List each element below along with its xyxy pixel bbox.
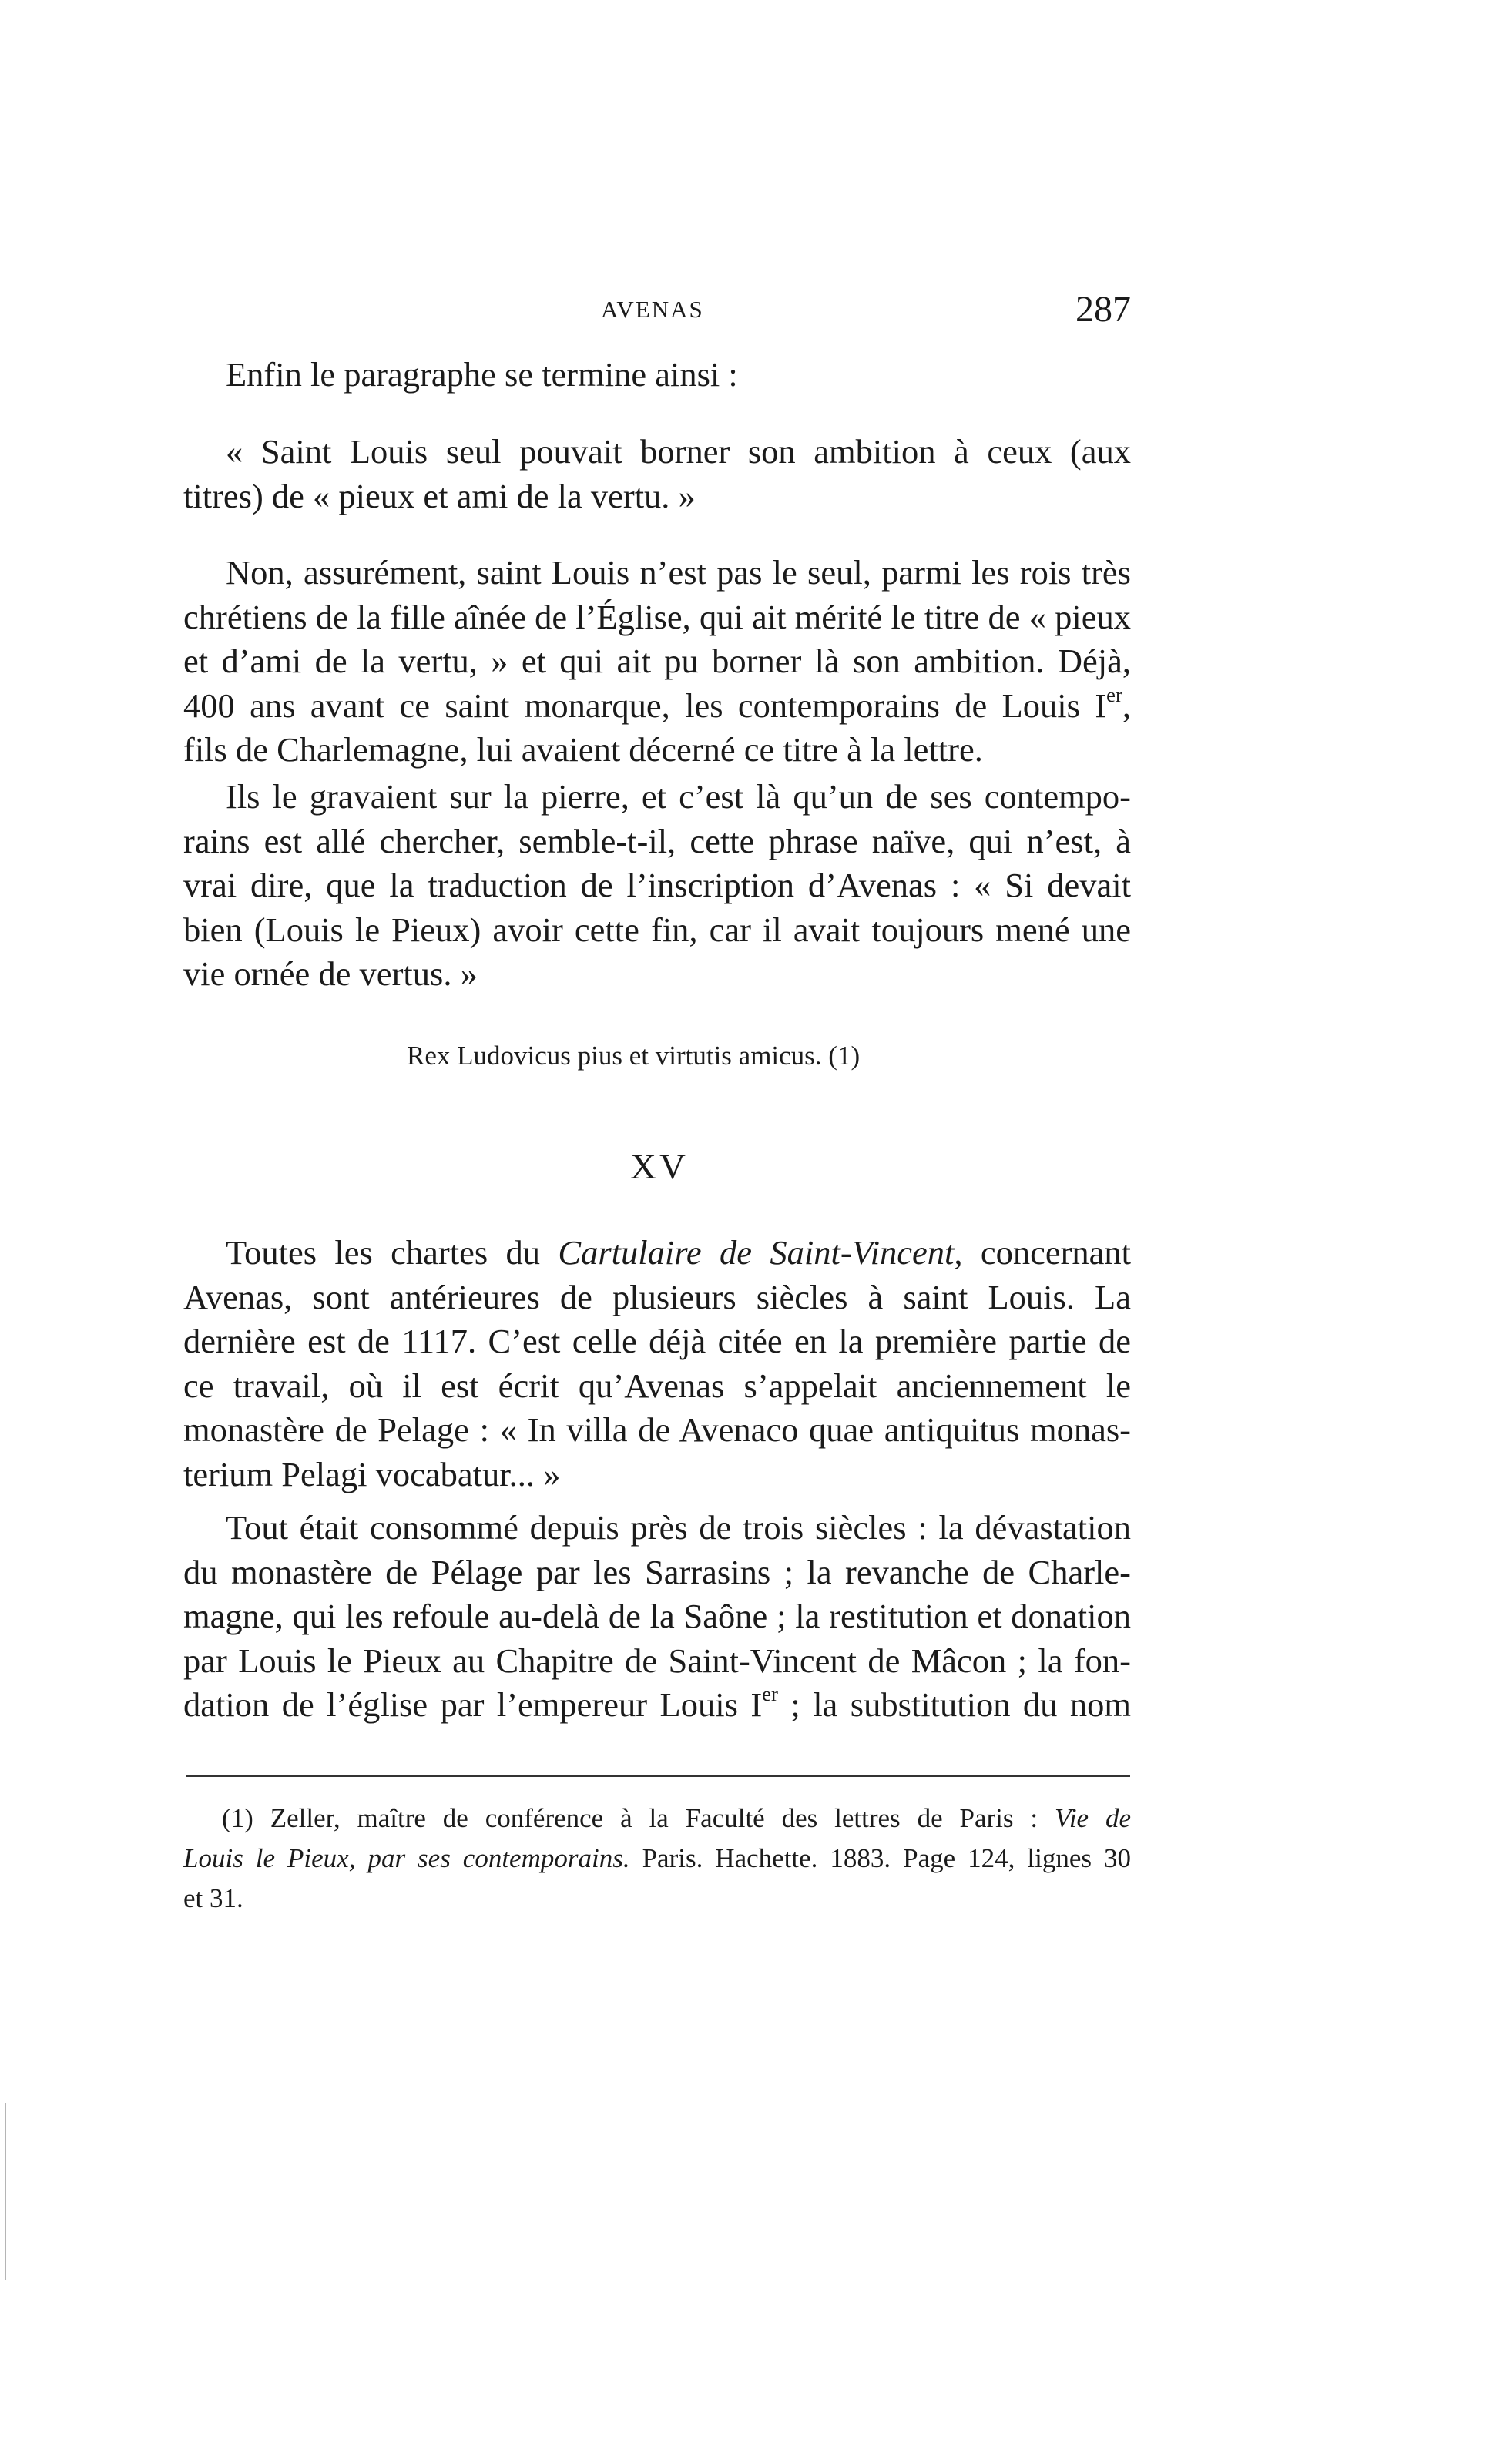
text-line: [183, 1231, 1131, 1276]
text-line: par Louis le Pieux au Chapitre de Saint-Vincent de Mâcon ; la fon-: [183, 1641, 1131, 1680]
text-line: terium Pelagi vocabatur... »: [183, 1454, 561, 1493]
text-line: vie ornée de vertus. »: [183, 954, 478, 993]
text-fragment: ,: [1122, 686, 1131, 725]
footnote-divider: [186, 1775, 1130, 1777]
scan-edge-mark: [5, 2103, 6, 2280]
text-fragment: 400 ans avant ce saint monarque, les contemporains de Louis I: [183, 686, 1107, 725]
text-line: Tout était consommé depuis près de trois siècles : la dévastation: [226, 1508, 1131, 1547]
footnote-line: [183, 1839, 1131, 1879]
text-line: dernière est de 1117. C’est celle déjà citée en la première partie de: [183, 1322, 1131, 1360]
text-line: magne, qui les refoule au-delà de la Saône ; la restitution et donation: [183, 1597, 1131, 1635]
text-line: Enfin le paragraphe se termine ainsi :: [226, 355, 738, 394]
text-line: titres) de « pieux et ami de la vertu. »: [183, 476, 696, 515]
text-line: Ils le gravaient sur la pierre, et c’est là qu’un de ses contempo-: [226, 777, 1131, 816]
superscript: er: [1106, 682, 1122, 706]
footnote: [183, 1799, 1131, 1919]
text-line: rains est allé chercher, semble-t-il, cette phrase naïve, qui n’est, à: [183, 821, 1131, 860]
paragraph-charters: [183, 1231, 1131, 1497]
text-line: Non, assurément, saint Louis n’est pas le seul, parmi les rois très: [226, 553, 1131, 592]
footnote-line: et 31.: [183, 1883, 243, 1913]
latin-inscription: Rex Ludovicus pius et virtutis amicus. (1): [407, 1041, 861, 1071]
running-title: AVENAS: [601, 296, 704, 323]
superscript: er: [762, 1681, 778, 1705]
paragraph-engraving: [183, 775, 1131, 997]
book-title: Vie de: [1055, 1803, 1132, 1833]
text-line: du monastère de Pélage par les Sarrasins ; la revanche de Charle-: [183, 1552, 1131, 1591]
text-line: ce travail, où il est écrit qu’Avenas s’appelait anciennement le: [183, 1366, 1131, 1405]
text-line: fils de Charlemagne, lui avaient décerné ce titre à la lettre.: [183, 730, 983, 769]
paragraph-commentary: [183, 551, 1131, 773]
text-fragment: (1) Zeller, maître de conférence à la Faculté des lettres de Paris :: [222, 1803, 1055, 1833]
text-line: vrai dire, que la traduction de l’inscription d’Avenas : « Si devait: [183, 866, 1131, 904]
text-line: bien (Louis le Pieux) avoir cette fin, car il avait toujours mené une: [183, 910, 1131, 949]
text-line: Avenas, sont antérieures de plusieurs siècles à saint Louis. La: [183, 1277, 1131, 1316]
footnote-line: [183, 1799, 1131, 1839]
text-line: monastère de Pelage : « In villa de Avenaco quae antiquitus monas-: [183, 1410, 1131, 1449]
text-fragment: ; la substitution du nom: [777, 1685, 1132, 1724]
text-fragment: dation de l’église par l’empereur Louis I: [183, 1685, 763, 1724]
text-line: [183, 684, 1131, 729]
text-line: « Saint Louis seul pouvait borner son ambition à ceux (aux: [226, 432, 1131, 471]
paragraph-quotation: [183, 430, 1131, 518]
paragraph-intro: [183, 353, 1131, 397]
section-heading: XV: [630, 1147, 689, 1187]
paragraph-history: [183, 1506, 1131, 1728]
page-number: 287: [1075, 289, 1131, 330]
text-fragment: , concernant: [954, 1233, 1132, 1272]
text-fragment: Paris. Hachette. 1883. Page 124, lignes 30: [629, 1843, 1131, 1873]
text-line: et d’ami de la vertu, » et qui ait pu borner là son ambition. Déjà,: [183, 642, 1131, 680]
text-fragment: Toutes les chartes du: [226, 1233, 559, 1272]
text-line: chrétiens de la fille aînée de l’Église, qui ait mérité le titre de « pieux: [183, 597, 1131, 636]
cartulary-title: Cartulaire de Saint-Vincent: [558, 1233, 955, 1272]
book-title: Louis le Pieux, par ses contemporains.: [183, 1843, 630, 1873]
text-line: [183, 1683, 1131, 1728]
